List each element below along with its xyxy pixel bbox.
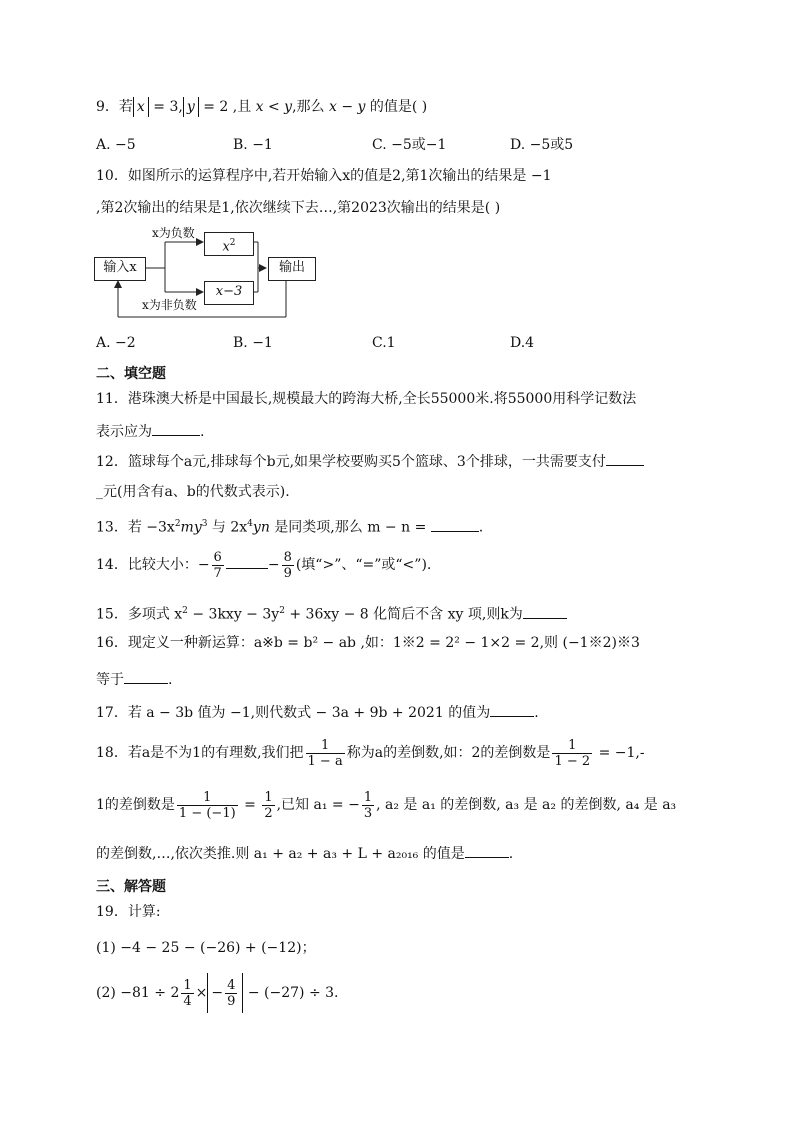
q9-option-c[interactable]: C. −5或−1 <box>372 137 447 153</box>
q9-option-d[interactable]: D. −5或5 <box>510 137 574 153</box>
section-title-solutions: 三、解答题 <box>96 879 166 895</box>
question-12-line-1: 12．篮球每个a元,排球每个b元,如果学校要购买5个篮球、3个排球，一共需要支付 <box>96 451 644 472</box>
question-18-line-2: 1的差倒数是 $\frac{1}{1 - (-1)}$ = $\frac{1}{2}$ ,已知 a₁ = − $\frac{1}{3}$ , a₂ 是 a₁ 的差倒数, a₃ 是 a₂ 的差倒数, a₄ 是 a₃ <box>96 789 677 821</box>
negative-branch-label: x为负数 <box>152 226 195 240</box>
q9-option-b[interactable]: B. −1 <box>233 137 273 153</box>
question-19-part-1: (1) −4 − 25 − (−26) + (−12)； <box>96 940 316 956</box>
answer-blank[interactable] <box>152 421 200 436</box>
answer-blank[interactable] <box>124 669 168 684</box>
flow-diagram <box>90 222 330 322</box>
question-13: 13．若 $-3x^2my^3$ 与 $2x^4yn$ 是同类项,那么 m − n = . <box>96 514 483 538</box>
answer-blank[interactable] <box>226 554 268 569</box>
question-19-part-2: (2) −81 ÷ 2 $\frac{1}{4}$ × − $\frac{4}{9}$ − (−27) ÷ 3. <box>96 973 339 1013</box>
question-18-line-1: 18．若a是不为1的有理数,我们把 $\frac{1}{1 - a}$ 称为a的差倒数,如：2的差倒数是 $\frac{1}{1 - 2}$ = −1,- <box>96 737 645 769</box>
minus-three-box: x−3 <box>204 281 254 305</box>
q10-option-a[interactable]: A. −2 <box>96 335 136 351</box>
input-box: 输入x <box>94 257 146 281</box>
question-11-line-2: 表示应为 . <box>96 421 204 442</box>
answer-blank[interactable] <box>523 604 567 619</box>
square-box: $x^2$ <box>204 232 254 256</box>
question-16-line-1: 16．现定义一种新运算：a※b = b² − ab ,如：1※2 = 2² − 1×2 = 2,则 (−1※2)※3 <box>96 635 640 651</box>
q10-option-c[interactable]: C.1 <box>372 335 396 351</box>
question-19-title: 19．计算: <box>96 904 161 920</box>
question-10-line-2: ,第2次输出的结果是1,依次继续下去…,第2023次输出的结果是( ) <box>96 200 501 216</box>
question-10-line-1: 10．如图所示的运算程序中,若开始输入x的值是2,第1次输出的结果是 −1 <box>96 168 552 184</box>
answer-blank[interactable] <box>606 451 644 466</box>
answer-blank[interactable] <box>490 702 534 717</box>
question-14: 14．比较大小：− $\frac{6}{7}$ − $\frac{8}{9}$ (填“>”、“=”或“<”). <box>96 549 432 581</box>
question-9: 9．若 x = 3, y = 2 ,且 x < y,那么 x − y 的值是( ) <box>96 99 428 115</box>
q10-option-d[interactable]: D.4 <box>510 335 535 351</box>
q9-option-a[interactable]: A. −5 <box>96 137 136 153</box>
nonnegative-branch-label: x为非负数 <box>142 298 197 312</box>
q10-option-b[interactable]: B. −1 <box>233 335 273 351</box>
question-16-line-2: 等于 . <box>96 669 172 690</box>
question-17: 17．若 a − 3b 值为 −1,则代数式 − 3a + 9b + 2021 的值为 . <box>96 702 539 723</box>
answer-blank[interactable] <box>465 843 509 858</box>
question-18-line-3: 的差倒数,…,依次类推.则 a₁ + a₂ + a₃ + L + a₂₀₁₆ 的值是 . <box>96 843 513 864</box>
question-15: 15．多项式 $x^2 - 3kxy - 3y^2 + 36xy - 8$ 化简后不含 xy 项,则k为 <box>96 601 567 625</box>
section-title-fill-in: 二、填空题 <box>96 366 166 382</box>
answer-blank[interactable] <box>431 517 479 532</box>
output-box: 输出 <box>268 257 316 281</box>
question-12-line-2: _元(用含有a、b的代数式表示). <box>96 484 290 500</box>
question-11-line-1: 11．港珠澳大桥是中国最长,规模最大的跨海大桥,全长55000米.将55000用科学记数法 <box>96 391 637 407</box>
